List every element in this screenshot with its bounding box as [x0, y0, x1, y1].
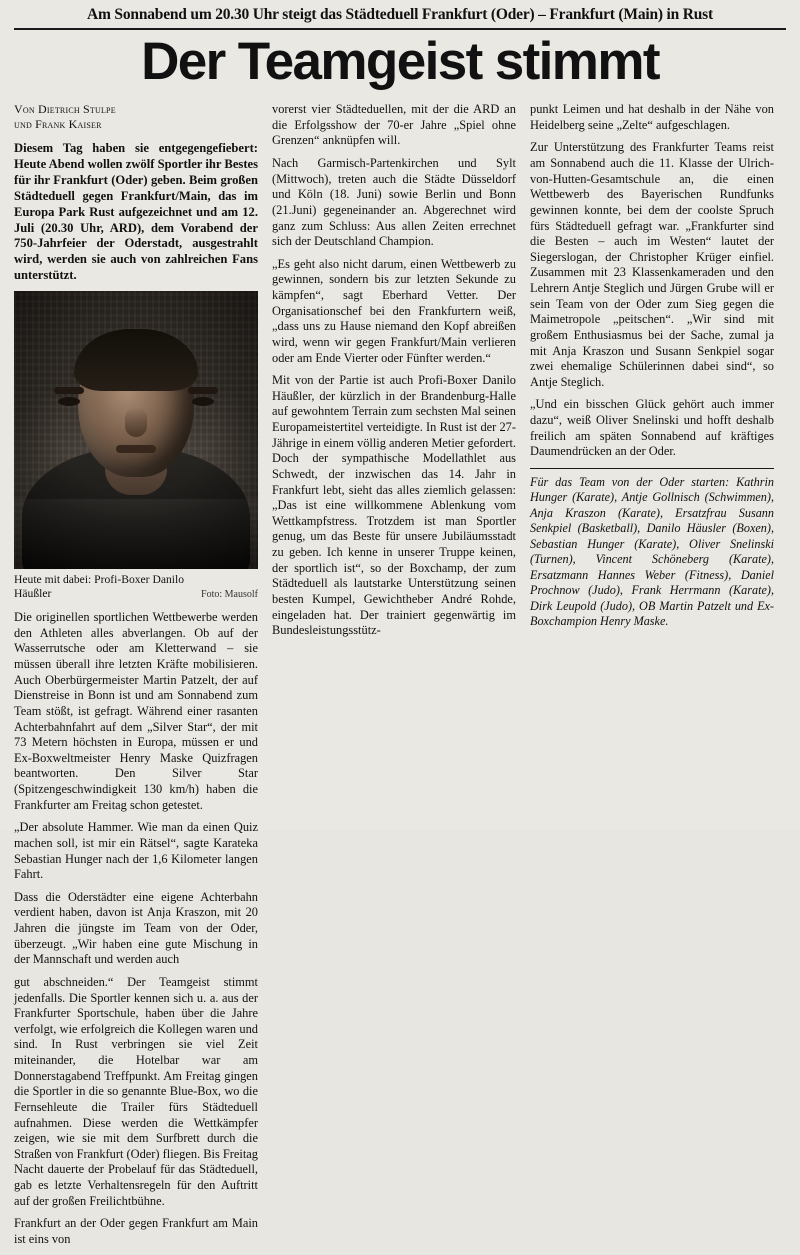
kicker-line: Am Sonnabend um 20.30 Uhr steigt das Städteduell Frankfurt (Oder) – Frankfurt (Main) in Rust: [87, 6, 713, 23]
col2-para-4: Mit von der Partie ist auch Profi-Boxer Danilo Häußler, der kürzlich in der Brandenburg-Halle auf gewohntem Terrain zum sechsten Mal seinen Europameistertitel verteidigte. In Rust ist der 27-Jährige in einem völlig anderen Metier gefordert. Doch der sympathische Modellathlet aus Schwedt, der inzwischen das 14. Jahr in Frankfurt lebt, sieht das alles ziemlich gelassen: „Das ist eine willkommene Ablenkung vom Wettkampfstress. Trotzdem ist man Sportler genug, um das Beste für unsere Jubiläumsstadt zu geben. Ich kenne in unserer Truppe keinen, der sportlich ist“, so der Boxchamp, der zum Städteduell als lautstarke Unterstützung seinen besten Kumpel, Gewichtheber André Rohde, eingeladen hat. Der trainiert gegenwärtig im Bundesleistungsstütz-: [272, 373, 516, 638]
column-3: [530, 102, 774, 637]
col2-para-2: Nach Garmisch-Partenkirchen und Sylt (Mittwoch), treten auch die Städte Düsseldorf und Köln (18. Juni) sowie Berlin und Bonn (21.Juni) gegeneinander an. Abgerechnet wird ganz zum Schluss: Aus allen Zeiten errechnet sich der Deutschland Champion.: [272, 156, 516, 249]
article-photo-wrap: [14, 291, 258, 569]
article-columns: [14, 102, 786, 1254]
col1-para-5: gut abschneiden.“ Der Teamgeist stimmt jedenfalls. Die Sportler kennen sich u. a. aus der Frankfurter Sportschule, haben über die Jahre verfolgt, wie erfolgreich die Kollegen waren und sind. In Rust verbringen sie viel Zeit miteinander, die Hotelbar war am Donnerstagabend Treffpunkt. Am Freitag gingen die Sportler in die so genannte Blue-Box, wo die Fernsehleute die Trailer fürs Städteduell aufnahmen. Diese werden die Wettkämpfer zeigen, wie sie mit dem Surfbrett durch die Straßen von Frankfurt (Oder) fliegen. Bis Freitag Nacht dauerte der Probelauf für das Städteduell, gab es letzte Verhaltensregeln für den Auftritt auf der großen Freilichtbühne.: [14, 974, 258, 1208]
photo-caption-text: Heute mit dabei: Profi-Boxer Danilo Häußler: [14, 572, 185, 601]
photo-caption: [14, 573, 258, 601]
col1-para-4: Dass die Oderstädter eine eigene Achterbahn verdient haben, davon ist Anja Kraszon, mit 20 Jahren die jüngste im Team von der Oder, überzeugt. „Wir haben eine gute Mischung in der Mannschaft und werden auch: [14, 889, 258, 967]
team-roster-text: Für das Team von der Oder starten: Kathrin Hunger (Karate), Antje Gollnisch (Schwimmen), Anja Kraszon (Karate), Ersatzfrau Susann Senkpiel (Basketball), Danilo Häusler (Boxen), Sebastian Hunger (Karate), Oliver Snelinski (Turnen), Vincent Schöneberg (Karate), Ersatzmann Hannes Weber (Fitness), Daniel Prochnow (Judo), Frank Herrmann (Karate), Dirk Leupold (Judo), OB Martin Patzelt und Ex-Boxchampion Henry Maske.: [530, 474, 774, 629]
byline-line-2: und Frank Kaiser: [14, 117, 102, 132]
col2-para-1: vorerst vier Städteduellen, mit der die ARD an die Erfolgsshow der 70-er Jahre „Spiel ohne Grenzen“ anknüpfen will.: [272, 102, 516, 148]
col2-para-3: „Es geht also nicht darum, einen Wettbewerb zu gewinnen, sondern bis zur letzten Sekunde zu kämpfen“, sagt Eberhard Vetter. Der Organisationschef bei den Frankfurtern weiß, „dass uns zu Hause niemand den Kopf abreißen wird, wenn wir gegen Frankfurt/Main verlieren oder am Ende Vierter oder Fünfter werden.“: [272, 256, 516, 365]
col3-para-1: punkt Leimen und hat deshalb in der Nähe von Heidelberg seine „Zelte“ aufgeschlagen.: [530, 102, 774, 132]
column-2: [272, 102, 516, 646]
lead-paragraph: Diesem Tag haben sie entgegengefiebert: Heute Abend wollen zwölf Sportler ihr Bestes für ihr Frankfurt (Oder) geben. Beim großen Städteduell gegen Frankfurt/Main, das im Europa Park Rust aufgezeichnet und am 12. Juli (20.30 Uhr, ARD), dem Vorabend der 750-Jahrfeier der Oderstadt, ausgestrahlt wird, werden sie auch von zahlreichen Fans unterstützt.: [14, 141, 258, 283]
byline: [14, 102, 258, 132]
byline-line-1: Von Dietrich Stulpe: [14, 102, 116, 117]
top-rule: [14, 28, 786, 30]
column-1: [14, 102, 258, 1254]
col1-para-3: „Der absolute Hammer. Wie man da einen Quiz machen soll, ist mir ein Rätsel“, sagte Karateka Sebastian Hunger nach der 1,6 Kilometer langen Fahrt.: [14, 820, 258, 882]
col1-para-6: Frankfurt an der Oder gegen Frankfurt am Main ist eins von: [14, 1216, 258, 1246]
col3-para-2: Zur Unterstützung des Frankfurter Teams reist am Sonnabend auch die 11. Klasse der Ulrich-von-Hutten-Gesamtschule an, die einen Wettbewerb des Bayerischen Rundfunks gewinnen konnte, bei dem der coolste Spruch fürs Städteduell gefragt war. „Frankfurter sind die Besten – auch im Westen“ lautet der Siegerslogan, der Christopher Krüger einfiel. Zusammen mit 23 Klassenkameraden und den Lehrern Antje Steglich und Jürgen Grube will er sein Team von der Oder zum Sieg gegen die Maimetropole „peitschen“. „Wir sind mit großem Enthusiasmus bei der Sache, zumal ja mit Anja Kraszon und Susann Senkpiel sogar zwei ehemalige Schülerinnen dabei sind“, so Antje Steglich.: [530, 140, 774, 389]
col1-para-2: Die originellen sportlichen Wettbewerbe werden den Athleten alles abverlangen. Ob auf der Wasserrutsche oder am Kletterwand – sie müssen überall ihre letzten Kräfte mobilisieren. Auch Oberbürgermeister Martin Patzelt, der auf Dienstreise in Bonn ist und am Sonnabend zum Team stößt, ist gefragt. Während einer rasanten Achterbahnfahrt auf dem „Silver Star“, der mit 73 Metern höchsten in Europa, müssen er und Ex-Boxweltmeister Henry Maske Quizfragen beantworten. Den Silver Star (Spitzengeschwindigkeit 130 km/h) haben die Frankfurter am Freitag schon getestet.: [14, 610, 258, 812]
photo-credit: Foto: Mausolf: [201, 589, 258, 601]
team-roster-box: [530, 468, 774, 630]
col3-para-3: „Und ein bisschen Glück gehört auch immer dazu“, weiß Oliver Snelinski und hofft deshalb freilich am späten Sonnabend auf kräftiges Daumendrücken an der Oder.: [530, 397, 774, 459]
portrait-boxer-danilo-haeussler: [14, 291, 258, 569]
page-title: Der Teamgeist stimmt: [141, 32, 659, 92]
